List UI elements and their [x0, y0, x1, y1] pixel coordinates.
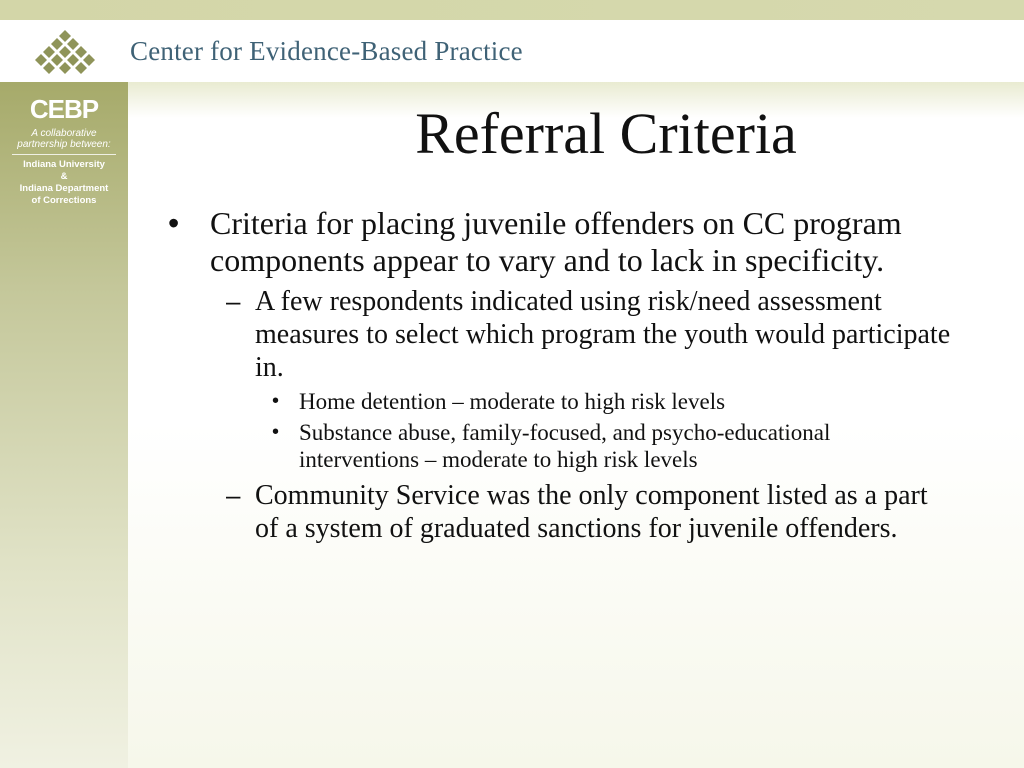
top-accent-strip	[0, 0, 1024, 20]
collab-text	[0, 128, 128, 150]
bullet-marker: •	[168, 205, 180, 241]
bullet-text: Criteria for placing juvenile offenders on CC program components appear to vary and to lack in specificity.	[210, 205, 902, 278]
bullet-level-3	[168, 388, 919, 415]
dash-marker: –	[226, 480, 241, 510]
sidebar-divider	[12, 154, 116, 155]
bullet-text: Home detention – moderate to high risk levels	[299, 389, 726, 414]
partner-amp: &	[60, 171, 68, 182]
bullet-level-2	[168, 285, 955, 384]
collab-line-1: A collaborative	[31, 128, 97, 139]
partner-idoc-line-2: of Corrections	[31, 195, 97, 206]
bullet-text: Community Service was the only component listed as a part of a system of graduated sanctions for juvenile offenders.	[255, 480, 928, 544]
diamond-lattice-logo-icon	[30, 28, 100, 78]
bullet-level-3	[168, 419, 919, 473]
dash-marker: –	[226, 286, 241, 316]
bullet-marker: •	[272, 390, 280, 412]
bullet-marker: •	[272, 421, 280, 443]
partners-text	[0, 159, 128, 207]
partner-iu: Indiana University	[23, 159, 105, 170]
bullet-text: Substance abuse, family-focused, and psycho-educational interventions – moderate to high risk levels	[299, 420, 831, 472]
slide-title: Referral Criteria	[415, 101, 797, 166]
slide-content	[168, 205, 968, 545]
org-name: Center for Evidence-Based Practice	[130, 36, 523, 66]
bullet-text: A few respondents indicated using risk/need assessment measures to select which program the youth would participate in.	[255, 286, 951, 383]
bullet-level-2	[168, 479, 955, 545]
collab-line-2: partnership between:	[17, 139, 111, 150]
bullet-level-1	[168, 205, 968, 279]
sidebar-acronym: CEBP	[29, 94, 99, 124]
partner-idoc-line-1: Indiana Department	[19, 183, 109, 194]
